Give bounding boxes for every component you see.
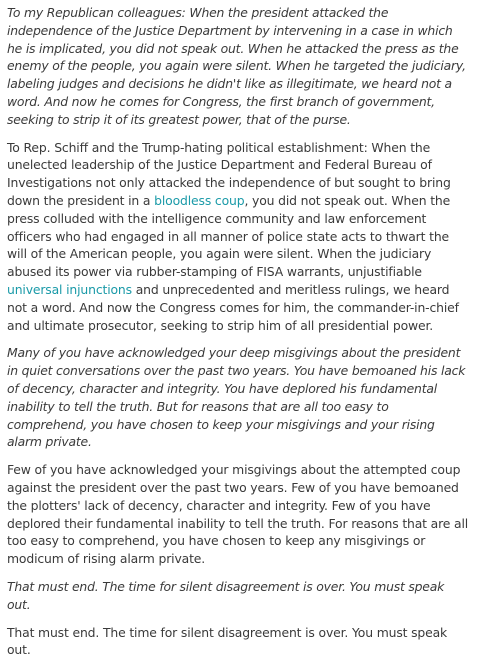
paragraph-text: To Rep. Schiff and the Trump-hating political establishment: When the unelected leadership of the Justice Department and Federal Bureau of Investigations not only attacked the independence of but sought to bring down the president in a	[7, 140, 451, 208]
quote-paragraph-3: That must end. The time for silent disagreement is over. You must speak out.	[7, 578, 471, 614]
quote-paragraph-1: To my Republican colleagues: When the president attacked the independence of the Justice Department by intervening in a case in which he is implicated, you did not speak out. When he attacked the press as the enemy of the people, you again were silent. When he targeted the judiciary, labeling judges and decisions he didn't like as illegitimate, we heard not a word. And now he comes for Congress, the first branch of government, seeking to strip it of its greatest power, that of the purse.	[7, 4, 471, 129]
response-paragraph-3: That must end. The time for silent disagreement is over. You must speak out.	[7, 624, 471, 659]
paragraph-text: and unprecedented and meritless rulings, we heard not a word. And now the Congress comes for him, the commander-in-chief and ultimate prosecutor, seeking to strip him of all presidential power.	[7, 282, 459, 333]
response-paragraph-2: Few of you have acknowledged your misgivings about the attempted coup against the president over the past two years. Few of you have bemoaned the plotters' lack of decency, character and integrity. Few of you have deplored their fundamental inability to tell the truth. For reasons that are all too easy to comprehend, you have chosen to keep any misgivings or modicum of rising alarm private.	[7, 461, 471, 568]
universal-injunctions-link[interactable]: universal injunctions	[7, 282, 132, 297]
response-paragraph-1	[7, 139, 471, 335]
bloodless-coup-link[interactable]: bloodless coup	[154, 193, 244, 208]
paragraph-text: , you did not speak out. When the press colluded with the intelligence community and law enforcement officers who had engaged in all manner of police state acts to thwart the will of the American people, you again were silent. When the judiciary abused its power via rubber-stamping of FISA warrants, unjustifiable	[7, 193, 450, 279]
quote-paragraph-2: Many of you have acknowledged your deep misgivings about the president in quiet conversations over the past two years. You have bemoaned his lack of decency, character and integrity. You have deplored his fundamental inability to tell the truth. But for reasons that are all too easy to comprehend, you have chosen to keep your misgivings and your rising alarm private.	[7, 344, 471, 451]
